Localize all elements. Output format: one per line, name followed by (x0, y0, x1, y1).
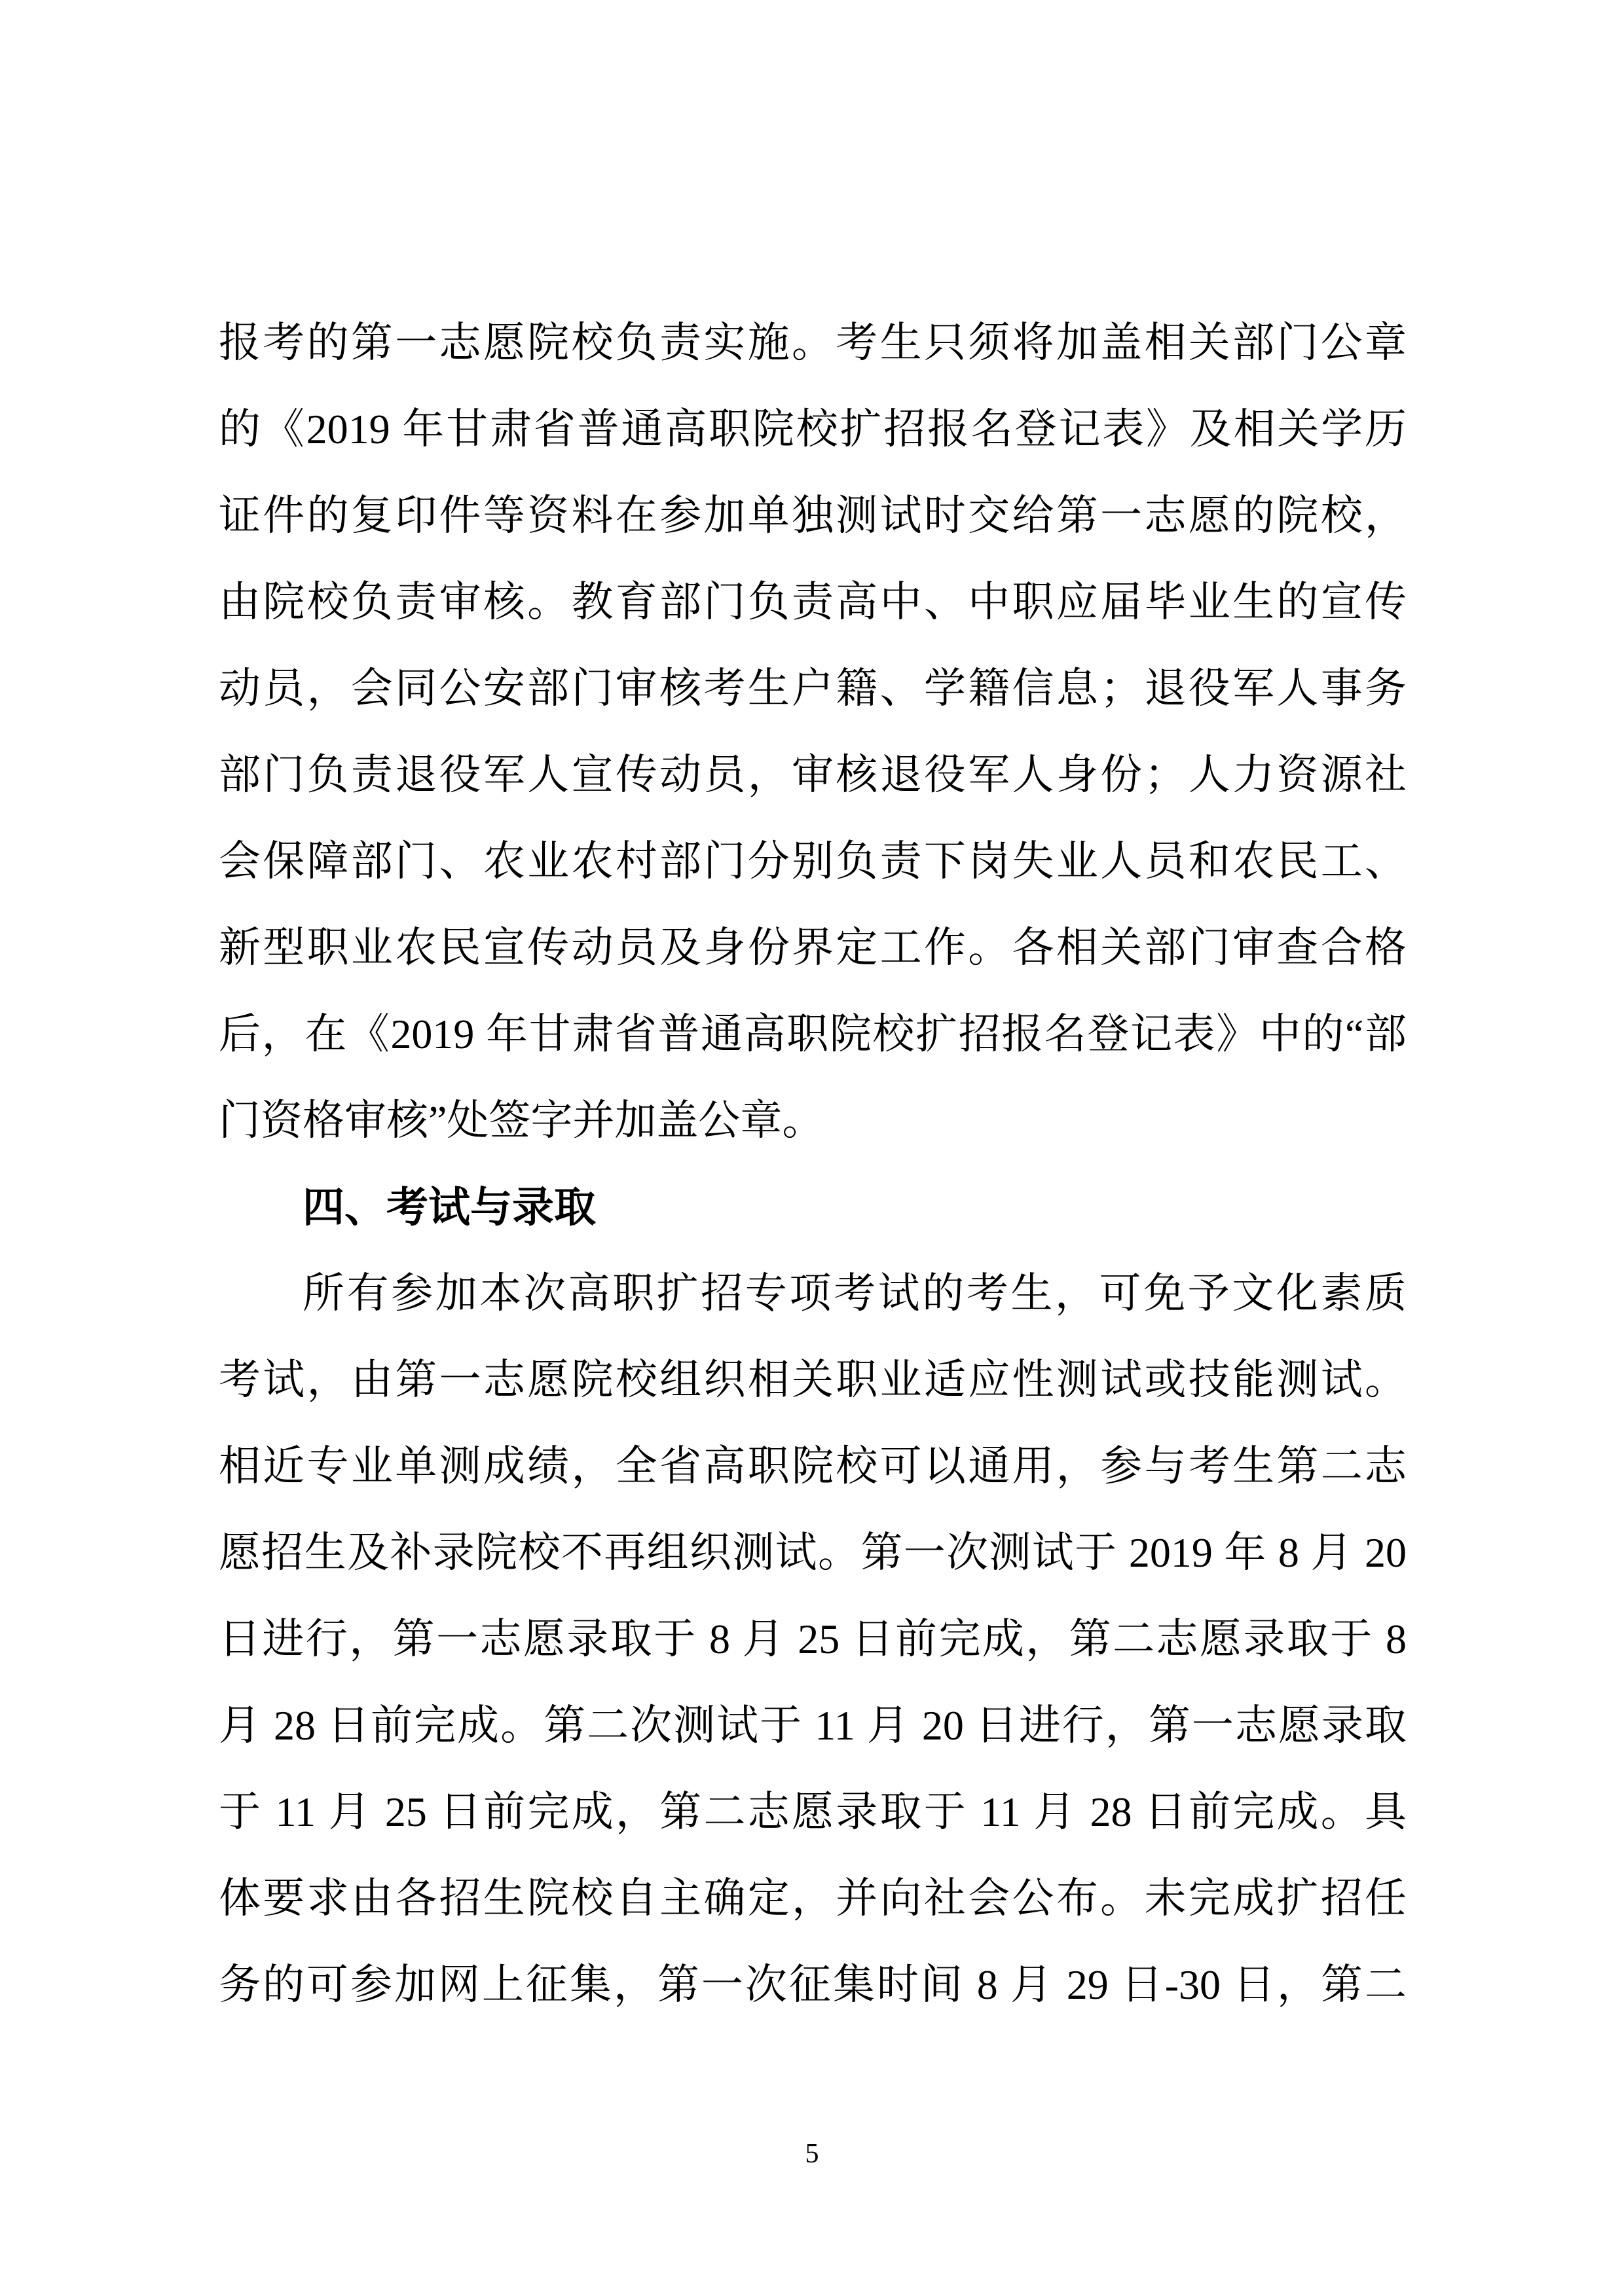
text-line: 会保障部门、农业农村部门分别负责下岗失业人员和农民工、 (219, 838, 1407, 884)
text-line: 动员，会同公安部门审核考生户籍、学籍信息；退役军人事务 (219, 665, 1407, 712)
text-line: 于 11 月 25 日前完成，第二志愿录取于 11 月 28 日前完成。具 (219, 1789, 1407, 1835)
text-line: 考试，由第一志愿院校组织相关职业适应性测试或技能测试。 (219, 1357, 1407, 1403)
text-line: 的《2019 年甘肃省普通高职院校扩招报名登记表》及相关学历 (219, 406, 1407, 452)
document-text-block (219, 300, 1407, 2028)
text-line: 月 28 日前完成。第二次测试于 11 月 20 日进行，第一志愿录取 (219, 1702, 1407, 1749)
text-line: 日进行，第一志愿录取于 8 月 25 日前完成，第二志愿录取于 8 (219, 1616, 1407, 1662)
text-line: 新型职业农民宣传动员及身份界定工作。各相关部门审查合格 (219, 924, 1407, 971)
text-line: 报考的第一志愿院校负责实施。考生只须将加盖相关部门公章 (219, 319, 1407, 366)
text-line: 由院校负责审核。教育部门负责高中、中职应届毕业生的宣传 (219, 579, 1407, 625)
page-number: 5 (805, 2139, 819, 2169)
text-line: 体要求由各招生院校自主确定，并向社会公布。未完成扩招任 (219, 1875, 1407, 1922)
text-line: 后，在《2019 年甘肃省普通高职院校扩招报名登记表》中的“部 (219, 1011, 1407, 1057)
text-line: 务的可参加网上征集，第一次征集时间 8 月 29 日-30 日，第二 (219, 1961, 1407, 2008)
text-line: 证件的复印件等资料在参加单独测试时交给第一志愿的院校， (219, 492, 1407, 539)
text-line: 门资格审核”处签字并加盖公章。 (219, 1097, 824, 1144)
text-line: 部门负责退役军人宣传动员，审核退役军人身份；人力资源社 (219, 752, 1407, 798)
text-line: 所有参加本次高职扩招专项考试的考生，可免予文化素质 (303, 1270, 1407, 1317)
section-heading: 四、考试与录取 (303, 1184, 596, 1231)
text-line: 愿招生及补录院校不再组织测试。第一次测试于 2019 年 8 月 20 (219, 1529, 1407, 1576)
text-line: 相近专业单测成绩，全省高职院校可以通用，参与考生第二志 (219, 1443, 1407, 1489)
